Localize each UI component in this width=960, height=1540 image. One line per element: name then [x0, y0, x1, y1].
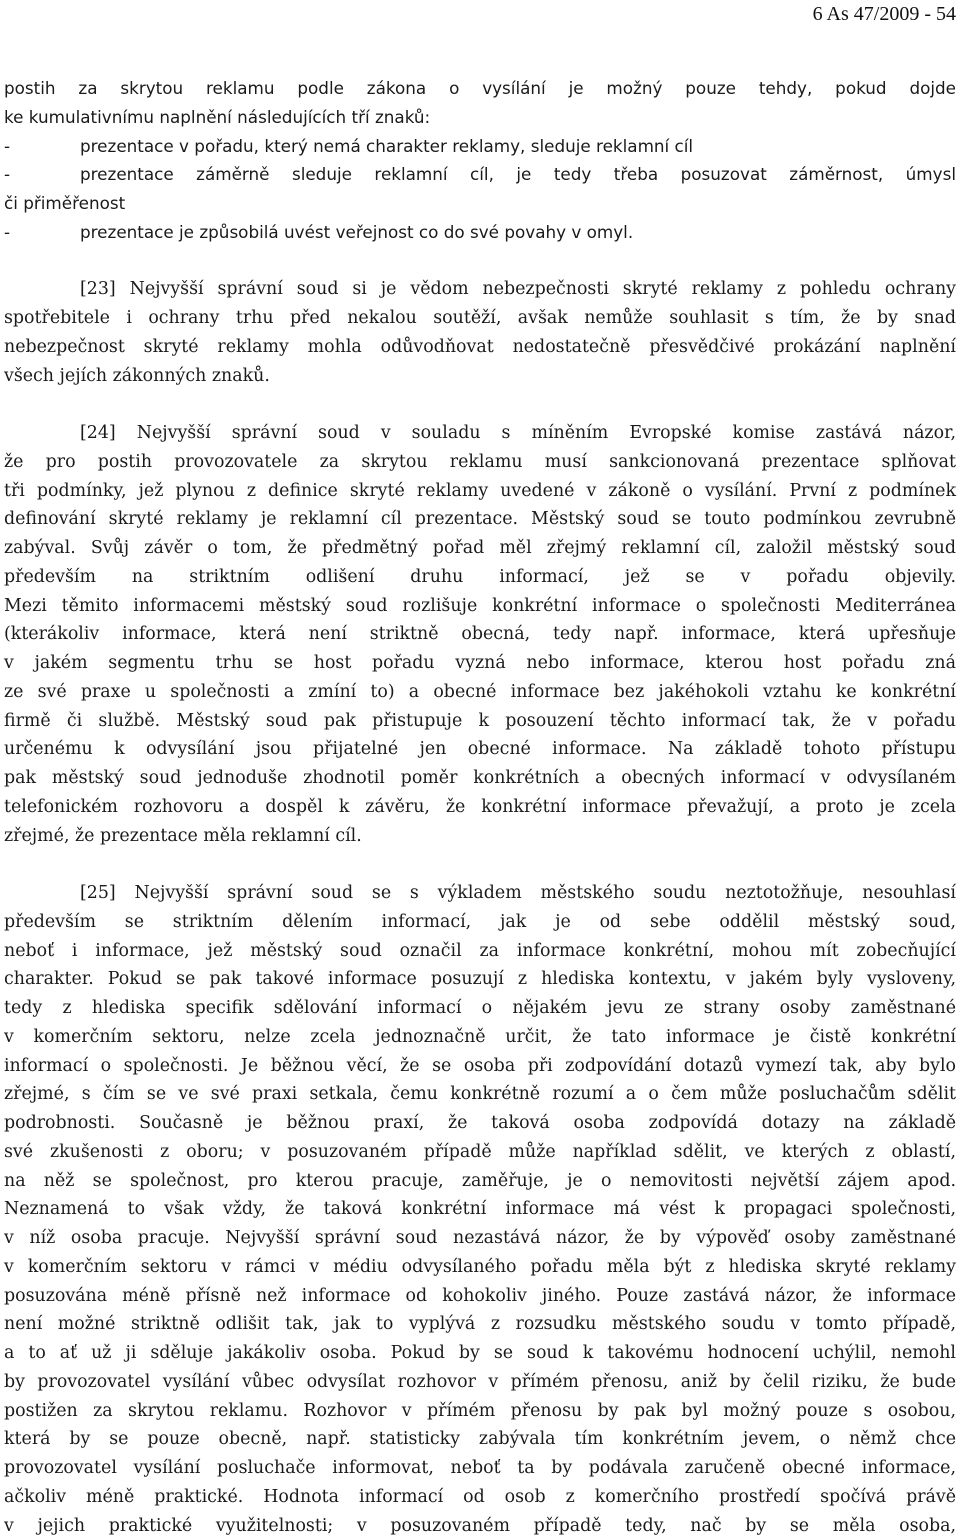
text-line: postižen za skrytou reklamu. Rozhovor v přímém přenosu by pak byl možný pouze s osobou, — [4, 1397, 956, 1426]
list-dash: - — [4, 218, 80, 247]
text-line: charakter. Pokud se pak takové informace posuzují z hlediska kontextu, v jakém byly vysloveny, — [4, 965, 956, 994]
paragraph-gap — [4, 850, 956, 879]
text-line: telefonickém rozhovoru a dospěl k závěru, že konkrétní informace převažují, a proto je zcela — [4, 793, 956, 822]
text-line: neboť i informace, jež městský soud označil za informace konkrétní, mohou mít zobecňující — [4, 937, 956, 966]
list-item — [4, 218, 956, 247]
text-line: informací o společnosti. Je běžnou věcí, že se osoba při zodpovídání dotazů vymezí tak, aby bylo — [4, 1052, 956, 1081]
text-line: v jakém segmentu trhu se host pořadu vyzná nebo informace, kterou host pořadu zná — [4, 649, 956, 678]
text-line: nebezpečnost skryté reklamy mohla odůvodňovat nedostatečně přesvědčivé prokázání naplnění — [4, 333, 956, 362]
text-line: v komerčním sektoru, nelze zcela jednoznačně určit, že tato informace je čistě konkrétní — [4, 1023, 956, 1052]
text-line: ke kumulativnímu naplnění následujících tří znaků: — [4, 103, 956, 132]
text-line: firmě či službě. Městský soud pak přistupuje k posouzení těchto informací tak, že v pořadu — [4, 707, 956, 736]
text-line: v níž osoba pracuje. Nejvyšší správní soud nezastává názor, že by výpověď osoby zaměstnané — [4, 1224, 956, 1253]
text-line: Neznamená to však vždy, že taková konkrétní informace má vést k propagaci společnosti, — [4, 1195, 956, 1224]
paragraph-24 — [4, 419, 956, 850]
text-line: především se striktním dělením informací, jak je od sebe oddělil městský soud, — [4, 908, 956, 937]
intro-paragraph — [4, 74, 956, 132]
text-line: na něž se společnost, pro kterou pracuje, zaměřuje, je o nemovitosti největší zájem apod. — [4, 1167, 956, 1196]
condition-list — [4, 132, 956, 247]
text-line: posuzována méně přísně než informace od kohokoliv jiného. Pouze zastává názor, že informace — [4, 1282, 956, 1311]
text-line: zřejmé, že prezentace měla reklamní cíl. — [4, 822, 956, 851]
list-item-text: prezentace v pořadu, který nemá charakter reklamy, sleduje reklamní cíl — [80, 132, 956, 161]
text-line: a to ať už ji sděluje jakákoliv osoba. Pokud by se soud k takovému hodnocení uchýlil, nemohl — [4, 1339, 956, 1368]
document-body — [4, 74, 956, 1540]
list-item-text: prezentace záměrně sleduje reklamní cíl, je tedy třeba posuzovat záměrnost, úmysl — [80, 160, 956, 189]
text-line: spotřebitele i ochrany trhu před nekalou soutěží, avšak nemůže souhlasit s tím, že by snad — [4, 304, 956, 333]
page-reference: 6 As 47/2009 - 54 — [813, 2, 956, 26]
list-item — [4, 160, 956, 189]
text-line: že pro postih provozovatele za skrytou reklamu musí sankcionovaná prezentace splňovat — [4, 448, 956, 477]
paragraph-25 — [4, 879, 956, 1540]
text-line: definování skryté reklamy je reklamní cíl prezentace. Městský soud se touto podmínkou zevrubně — [4, 505, 956, 534]
text-line: [24] Nejvyšší správní soud v souladu s míněním Evropské komise zastává názor, — [4, 419, 956, 448]
text-line: pak městský soud jednoduše zhodnotil poměr konkrétních a obecných informací v odvysílaném — [4, 764, 956, 793]
text-line: především na striktním odlišení druhu informací, jež se v pořadu objevily. — [4, 563, 956, 592]
list-item-continuation: či přiměřenost — [4, 189, 956, 218]
text-line: v komerčním sektoru v rámci v médiu odvysílaného pořadu měla být z hlediska skryté reklamy — [4, 1253, 956, 1282]
text-line: provozovatel vysílání posluchače informovat, neboť ta by podávala zaručeně obecné informace, — [4, 1454, 956, 1483]
text-line: není možné striktně odlišit tak, jak to vyplývá z rozsudku městského soudu v tomto případě, — [4, 1310, 956, 1339]
text-line: zřejmé, s čím se ve své praxi setkala, čemu konkrétně rozumí a o čem může posluchačům sdělit — [4, 1080, 956, 1109]
text-line: (kterákoliv informace, která není striktně obecná, tedy např. informace, která upřesňuje — [4, 620, 956, 649]
text-line: by provozovatel vysílání vůbec odvysílat rozhovor v přímém přenosu, aniž by čelil riziku, že bude — [4, 1368, 956, 1397]
paragraph-23 — [4, 275, 956, 390]
text-line: [23] Nejvyšší správní soud si je vědom nebezpečnosti skryté reklamy z pohledu ochrany — [4, 275, 956, 304]
paragraph-gap — [4, 390, 956, 419]
text-line: postih za skrytou reklamu podle zákona o vysílání je možný pouze tehdy, pokud dojde — [4, 74, 956, 103]
text-line: své zkušenosti z oboru; v posuzovaném případě může například sdělit, ve kterých z oblastí, — [4, 1138, 956, 1167]
text-line: tři podmínky, jež plynou z definice skryté reklamy uvedené v zákoně o vysílání. První z podmínek — [4, 477, 956, 506]
text-line: která by se pouze obecně, např. statisticky zabývala tím konkrétním jevem, o němž chce — [4, 1425, 956, 1454]
text-line: ze své praxe u společnosti a zmíní to) a obecné informace bez jakéhokoli vztahu ke konkrétní — [4, 678, 956, 707]
text-line: [25] Nejvyšší správní soud se s výkladem městského soudu neztotožňuje, nesouhlasí — [4, 879, 956, 908]
text-line: určenému k odvysílání jsou přijatelné jen obecné informace. Na základě tohoto přístupu — [4, 735, 956, 764]
list-item — [4, 132, 956, 161]
text-line: v jejich praktické využitelnosti; v posuzovaném případě tedy, nač by se měla osoba, — [4, 1512, 956, 1540]
list-dash: - — [4, 160, 80, 189]
list-item-text: prezentace je způsobilá uvést veřejnost co do své povahy v omyl. — [80, 218, 956, 247]
text-line: podrobnosti. Současně je běžnou praxí, že taková osoba zodpovídá dotazy na základě — [4, 1109, 956, 1138]
text-line: Mezi těmito informacemi městský soud rozlišuje konkrétní informace o společnosti Mediterránea — [4, 592, 956, 621]
text-line: tedy z hlediska specifik sdělování informací o nějakém jevu ze strany osoby zaměstnané — [4, 994, 956, 1023]
text-line: všech jejích zákonných znaků. — [4, 362, 956, 391]
list-dash: - — [4, 132, 80, 161]
paragraph-gap — [4, 247, 956, 276]
text-line: ačkoliv méně praktické. Hodnota informací od osob z komerčního prostředí spočívá právě — [4, 1483, 956, 1512]
text-line: zabýval. Svůj závěr o tom, že předmětný pořad měl zřejmý reklamní cíl, založil městský soud — [4, 534, 956, 563]
